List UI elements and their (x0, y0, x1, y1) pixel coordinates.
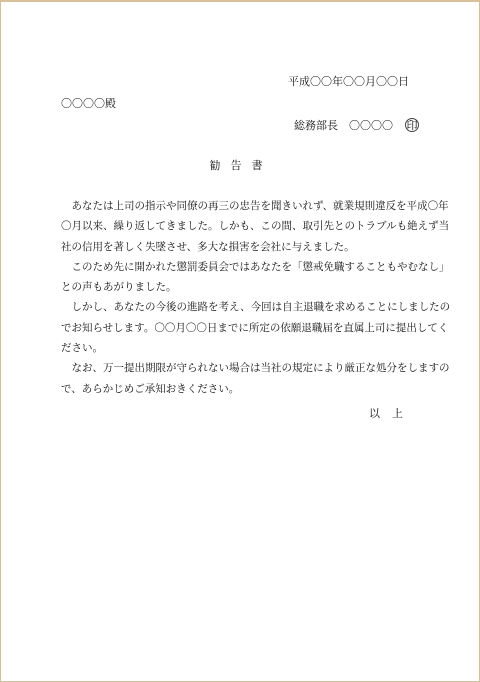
body-line: との声もあがりました。 (61, 281, 177, 294)
body-line: 〇月以来、繰り返してきました。しかも、この間、取引先とのトラブルも絶えず当 (61, 220, 450, 233)
body-line: 社の信用を著しく失墜させ、多大な損害を会社に与えました。 (61, 240, 355, 253)
closing-mark: 以上 (369, 407, 415, 420)
body-line: ださい。 (61, 342, 103, 355)
recipient-name: 〇〇〇〇殿 (61, 97, 116, 110)
body-line: しかし、あなたの今後の進路を考え、今回は自主退職を求めることにしましたの (61, 301, 451, 314)
body-line: あなたは上司の指示や同僚の再三の忠告を聞きいれず、就業規則違反を平成〇年 (61, 200, 449, 212)
sender-name: 総務部長 〇〇〇〇 (294, 118, 393, 132)
body-line: で、あらかじめご承知おきください。 (61, 382, 240, 395)
seal-icon: 印 (406, 118, 418, 132)
body-line: このため先に開かれた懲罰委員会ではあなたを「懲戒免職することもやむなし」 (61, 260, 450, 273)
document-title: 勧告書 (209, 159, 273, 172)
letter-date: 平成〇〇年〇〇月〇〇日 (288, 75, 409, 88)
letter-body (61, 196, 451, 399)
sender-block (294, 118, 419, 132)
body-line: でお知らせします。〇〇月〇〇日までに所定の依願退職届を直属上司に提出してく (61, 321, 449, 334)
body-line: なお、万一提出期限が守られない場合は当社の規定により厳正な処分をしますの (61, 362, 450, 375)
